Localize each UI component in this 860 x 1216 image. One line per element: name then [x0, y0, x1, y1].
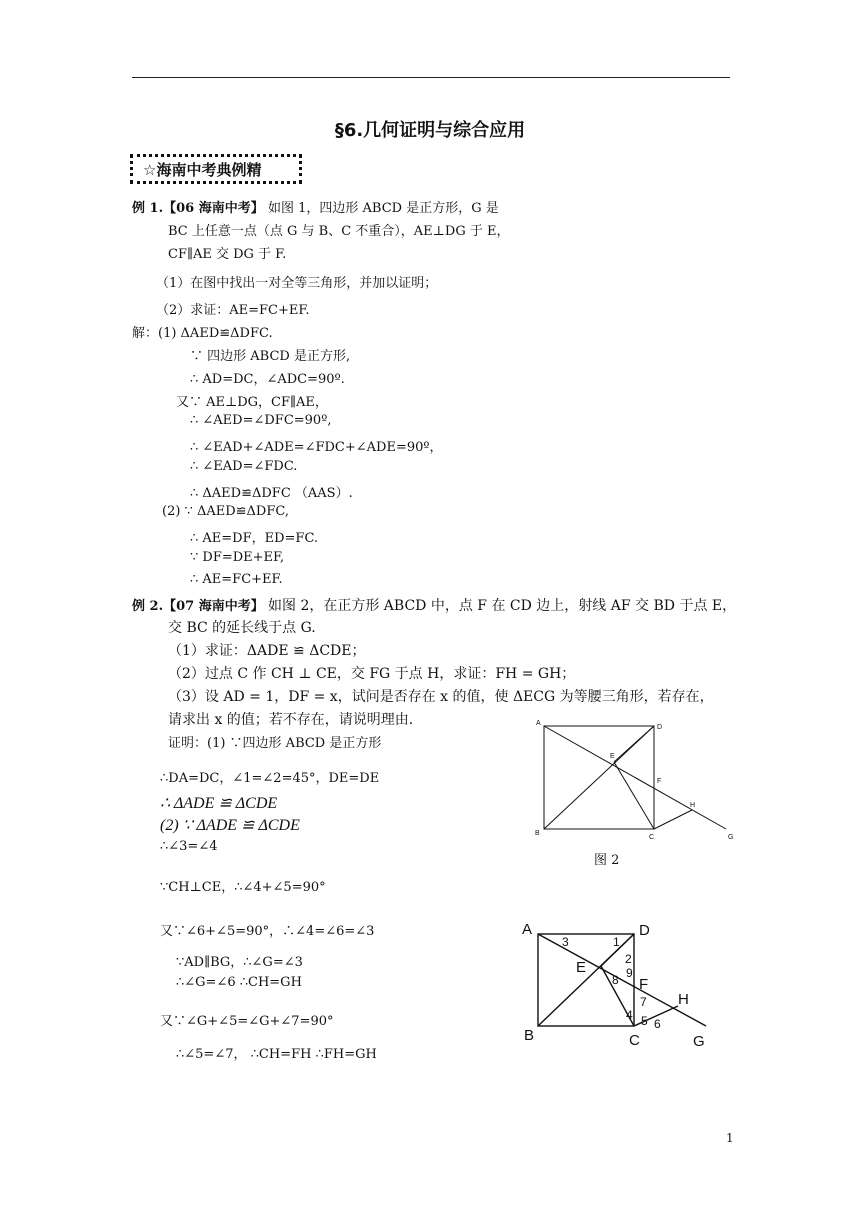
fig3-angle-7: 7 — [640, 995, 647, 1009]
example1-line3: CF∥AE 交 DG 于 F. — [168, 247, 287, 262]
example2-line2: 交 BC 的延长线于点 G. — [168, 620, 316, 636]
proof-line: ∵AD∥BG，∴∠G=∠3 — [176, 955, 303, 970]
fig3-angle-5: 5 — [641, 1014, 648, 1028]
fig3-angle-2: 2 — [625, 952, 632, 966]
example1-q2: （2）求证：AE=FC+EF. — [156, 303, 310, 318]
example1-line2: BC 上任意一点（点 G 与 B、C 不重合），AE⊥DG 于 E， — [168, 224, 510, 239]
proof-line: ∴∠G=∠6 ∴CH=GH — [176, 975, 302, 990]
fig2-label-h: H — [690, 802, 696, 809]
fig2-label-e: E — [610, 753, 615, 760]
proof-line: ∴DA=DC，∠1=∠2=45°，DE=DE — [160, 771, 380, 786]
solution-line: ∵ 四边形 ABCD 是正方形, — [190, 349, 351, 364]
fig3-angle-3: 3 — [562, 935, 569, 949]
proof-line: 又∵∠6+∠5=90°，∴∠4=∠6=∠3 — [160, 924, 375, 939]
fig2-label-b: B — [535, 830, 540, 837]
solution-line: ∵ DF=DE+EF, — [190, 550, 285, 565]
solution-line: ∴ ∠EAD=∠FDC. — [190, 459, 298, 474]
solution-line: ∴ AE=FC+EF. — [190, 572, 283, 587]
solution-line: ∴ AD=DC，∠ADC=90º. — [190, 372, 345, 387]
example2-q1: （1）求证：ΔADE ≌ ΔCDE； — [168, 643, 366, 659]
fig3-angle-6: 6 — [654, 1017, 661, 1031]
fig3-label-d: D — [639, 922, 650, 939]
solution-line: 又∵ AE⊥DG，CF∥AE， — [176, 395, 328, 410]
solution-line: ∴ AE=DF，ED=FC. — [190, 531, 319, 546]
figure-2-caption: 图 2 — [594, 853, 620, 868]
proof-line: (2) ∵ ΔADE ≌ ΔCDE — [160, 817, 300, 834]
fig3-label-b: B — [524, 1027, 535, 1044]
header-rule — [132, 77, 730, 78]
fig3-label-f: F — [639, 976, 649, 993]
fig3-label-e: E — [576, 959, 587, 976]
fig3-label-a: A — [522, 921, 533, 938]
page-number: 1 — [726, 1131, 734, 1145]
proof-line: ∴∠3=∠4 — [160, 839, 218, 854]
solution-line: ∴ ΔAED≌ΔDFC （AAS）. — [190, 486, 353, 501]
fig2-label-f: F — [657, 778, 662, 785]
example2-q3: （3）设 AD = 1，DF = x，试问是否存在 x 的值，使 ΔECG 为等腰三角形，若存在， — [168, 689, 714, 705]
section-label: ☆海南中考典例精 — [130, 154, 302, 184]
solution-line: ∴ ∠EAD+∠ADE=∠FDC+∠ADE=90º， — [190, 440, 443, 455]
solution-line: ∴ ∠AED=∠DFC=90º, — [190, 413, 332, 428]
figure-3-diagram — [518, 918, 714, 1050]
fig3-label-g: G — [693, 1033, 705, 1050]
proof-line: 又∵∠G+∠5=∠G+∠7=90° — [160, 1014, 334, 1029]
example2-q2: （2）过点 C 作 CH ⊥ CE，交 FG 于点 H，求证：FH = GH； — [168, 666, 576, 682]
fig3-angle-4: 4 — [626, 1008, 633, 1022]
fig2-label-c: C — [649, 834, 655, 841]
fig2-label-g: G — [728, 834, 734, 841]
proof-line: ∵CH⊥CE，∴∠4+∠5=90° — [160, 880, 326, 895]
example1-line1: 如图 1，四边形 ABCD 是正方形，G 是 — [268, 201, 499, 216]
example2-q3b: 请求出 x 的值；若不存在，请说明理由. — [168, 712, 414, 728]
fig3-label-h: H — [678, 991, 689, 1008]
figure-2-diagram — [530, 716, 742, 846]
fig3-label-c: C — [629, 1032, 640, 1049]
solution-line: (2) ∵ ΔAED≌ΔDFC, — [162, 504, 289, 519]
fig2-label-a: A — [536, 720, 541, 727]
fig3-angle-9: 9 — [626, 966, 633, 980]
fig3-angle-8: 8 — [612, 973, 619, 987]
fig3-angle-1: 1 — [613, 935, 620, 949]
example1-head: 例 1.【06 海南中考】 — [132, 201, 264, 216]
proof-line: ∴ ΔADE ≌ ΔCDE — [160, 795, 278, 812]
example1-q1: （1）在图中找出一对全等三角形，并加以证明； — [156, 276, 438, 291]
page-title: §6.几何证明与综合应用 — [334, 120, 526, 141]
proof-line: 证明：(1) ∵四边形 ABCD 是正方形 — [168, 736, 382, 751]
example2-head: 例 2.【07 海南中考】 — [132, 599, 264, 614]
proof-line: ∴∠5=∠7， ∴CH=FH ∴FH=GH — [176, 1047, 377, 1062]
example2-line1: 如图 2，在正方形 ABCD 中，点 F 在 CD 边上，射线 AF 交 BD 于点 E， — [268, 598, 737, 614]
fig2-label-d: D — [657, 724, 663, 731]
solution-line: 解：(1) ΔAED≌ΔDFC. — [132, 326, 273, 341]
